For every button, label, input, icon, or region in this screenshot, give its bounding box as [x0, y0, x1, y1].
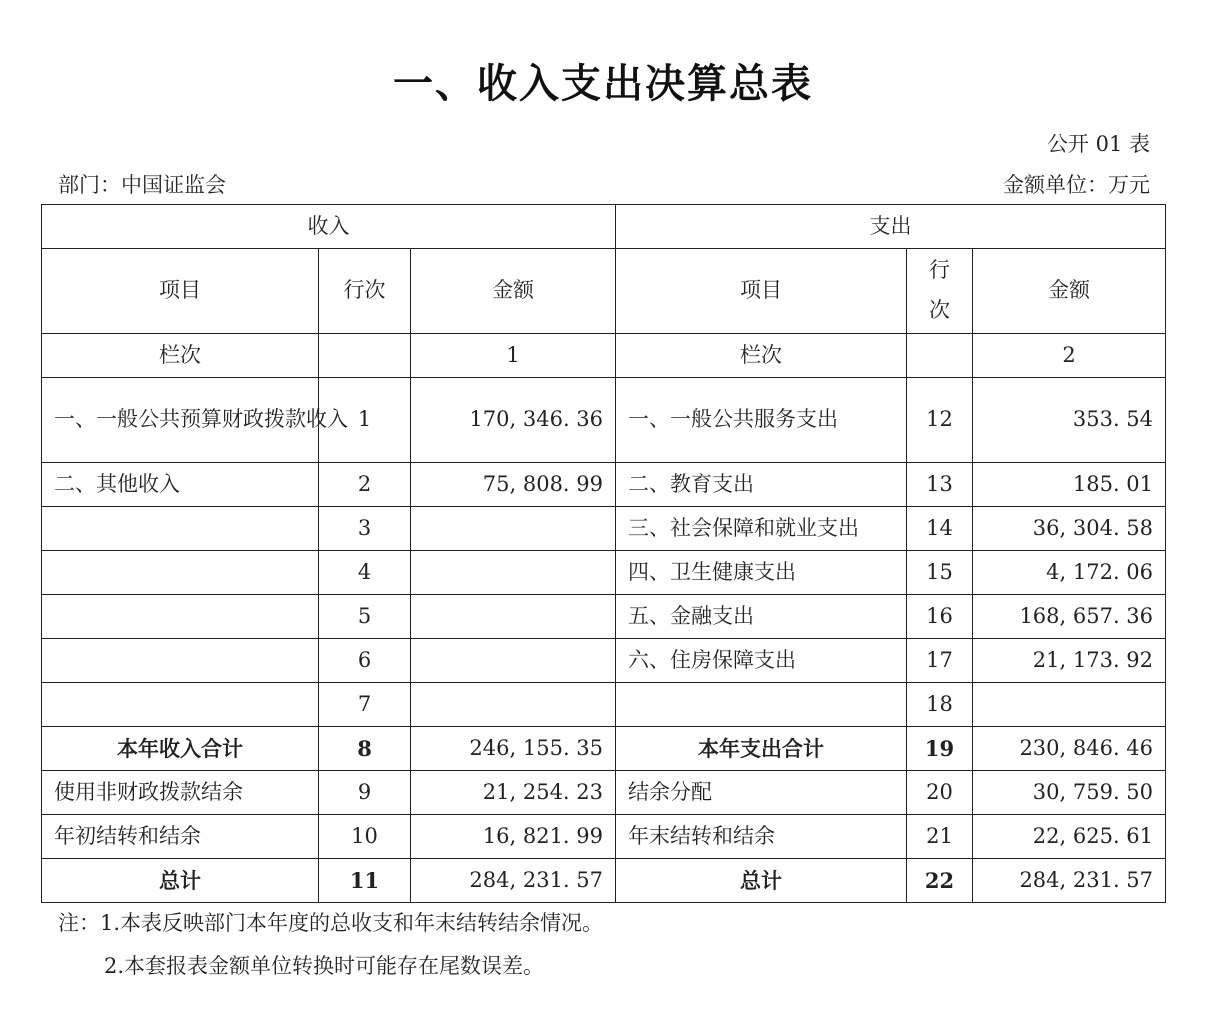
expense-amount: 353. 54 — [973, 378, 1166, 463]
expense-amount: 21, 173. 92 — [973, 639, 1166, 683]
expense-row-no: 22 — [907, 859, 973, 903]
income-amount: 75, 808. 99 — [411, 463, 616, 507]
expense-item: 六、住房保障支出 — [616, 639, 907, 683]
income-item — [42, 507, 319, 551]
footnote-2: 2.本套报表金额单位转换时可能存在尾数误差。 — [104, 954, 545, 978]
expense-subtotal-label: 本年支出合计 — [616, 727, 907, 771]
income-amount: 170, 346. 36 — [411, 378, 616, 463]
expense-row-no-header — [907, 249, 973, 334]
expense-item: 四、卫生健康支出 — [616, 551, 907, 595]
expense-row-no: 12 — [907, 378, 973, 463]
income-row-no: 9 — [319, 771, 411, 815]
expense-column-label: 栏次 — [616, 334, 907, 378]
income-row-no: 1 — [319, 378, 411, 463]
expense-column-blank — [907, 334, 973, 378]
total-row — [42, 859, 1166, 903]
footnote-1: 注：1.本表反映部门本年度的总收支和年末结转结余情况。 — [58, 911, 604, 935]
expense-row-no: 14 — [907, 507, 973, 551]
income-row-no: 2 — [319, 463, 411, 507]
income-total-amount: 284, 231. 57 — [411, 859, 616, 903]
table-row — [42, 771, 1166, 815]
income-row-no: 7 — [319, 683, 411, 727]
expense-row-no: 17 — [907, 639, 973, 683]
income-amount — [411, 507, 616, 551]
income-row-no-header: 行次 — [319, 249, 411, 334]
expense-amount: 30, 759. 50 — [973, 771, 1166, 815]
table-row — [42, 551, 1166, 595]
expense-row-no: 19 — [907, 727, 973, 771]
table-row — [42, 815, 1166, 859]
income-item: 一、一般公共预算财政拨款收入 — [42, 378, 319, 463]
expense-amount: 4, 172. 06 — [973, 551, 1166, 595]
income-amount — [411, 639, 616, 683]
income-row-no: 10 — [319, 815, 411, 859]
expense-total-amount: 284, 231. 57 — [973, 859, 1166, 903]
expense-column-number: 2 — [973, 334, 1166, 378]
income-item-header: 项目 — [42, 249, 319, 334]
table-row — [42, 507, 1166, 551]
income-amount — [411, 551, 616, 595]
income-column-number: 1 — [411, 334, 616, 378]
income-row-no: 8 — [319, 727, 411, 771]
expense-item: 二、教育支出 — [616, 463, 907, 507]
expense-row-no: 20 — [907, 771, 973, 815]
expense-item: 一、一般公共服务支出 — [616, 378, 907, 463]
form-number: 公开 01 表 — [1046, 132, 1150, 156]
income-amount: 16, 821. 99 — [411, 815, 616, 859]
expense-row-no: 15 — [907, 551, 973, 595]
expense-row-no-char-1: 行 — [929, 258, 951, 283]
income-amount-header: 金额 — [411, 249, 616, 334]
expense-group-header: 支出 — [616, 205, 1166, 249]
expense-amount: 168, 657. 36 — [973, 595, 1166, 639]
income-column-label: 栏次 — [42, 334, 319, 378]
income-row-no: 6 — [319, 639, 411, 683]
column-number-row — [42, 334, 1166, 378]
income-item: 二、其他收入 — [42, 463, 319, 507]
income-row-no: 3 — [319, 507, 411, 551]
table-row — [42, 463, 1166, 507]
income-item: 年初结转和结余 — [42, 815, 319, 859]
expense-row-no: 13 — [907, 463, 973, 507]
expense-item: 年末结转和结余 — [616, 815, 907, 859]
income-item: 使用非财政拨款结余 — [42, 771, 319, 815]
income-subtotal-label: 本年收入合计 — [42, 727, 319, 771]
income-amount: 21, 254. 23 — [411, 771, 616, 815]
income-item — [42, 595, 319, 639]
amount-unit-label: 金额单位：万元 — [1003, 173, 1150, 197]
income-row-no: 4 — [319, 551, 411, 595]
expense-item: 结余分配 — [616, 771, 907, 815]
expense-amount: 185. 01 — [973, 463, 1166, 507]
expense-row-no: 18 — [907, 683, 973, 727]
expense-item-header: 项目 — [616, 249, 907, 334]
expense-amount — [973, 683, 1166, 727]
table-row — [42, 378, 1166, 463]
table-row — [42, 639, 1166, 683]
income-item — [42, 551, 319, 595]
subtotal-row — [42, 727, 1166, 771]
income-row-no: 11 — [319, 859, 411, 903]
income-item — [42, 683, 319, 727]
income-subtotal-amount: 246, 155. 35 — [411, 727, 616, 771]
income-group-header: 收入 — [42, 205, 616, 249]
expense-row-no: 16 — [907, 595, 973, 639]
income-item — [42, 639, 319, 683]
expense-item: 三、社会保障和就业支出 — [616, 507, 907, 551]
table-row — [42, 595, 1166, 639]
table-row — [42, 683, 1166, 727]
group-header-row — [42, 205, 1166, 249]
expense-item — [616, 683, 907, 727]
expense-item: 五、金融支出 — [616, 595, 907, 639]
expense-row-no-char-2: 次 — [929, 298, 951, 322]
expense-subtotal-amount: 230, 846. 46 — [973, 727, 1166, 771]
income-column-blank — [319, 334, 411, 378]
income-row-no: 5 — [319, 595, 411, 639]
expense-amount: 22, 625. 61 — [973, 815, 1166, 859]
page-title: 一、收入支出决算总表 — [393, 60, 813, 107]
income-total-label: 总计 — [42, 859, 319, 903]
budget-summary-table — [41, 204, 1166, 903]
income-amount — [411, 683, 616, 727]
expense-total-label: 总计 — [616, 859, 907, 903]
income-amount — [411, 595, 616, 639]
expense-amount: 36, 304. 58 — [973, 507, 1166, 551]
column-header-row — [42, 249, 1166, 334]
expense-row-no: 21 — [907, 815, 973, 859]
expense-amount-header: 金额 — [973, 249, 1166, 334]
department-label: 部门：中国证监会 — [58, 173, 226, 197]
